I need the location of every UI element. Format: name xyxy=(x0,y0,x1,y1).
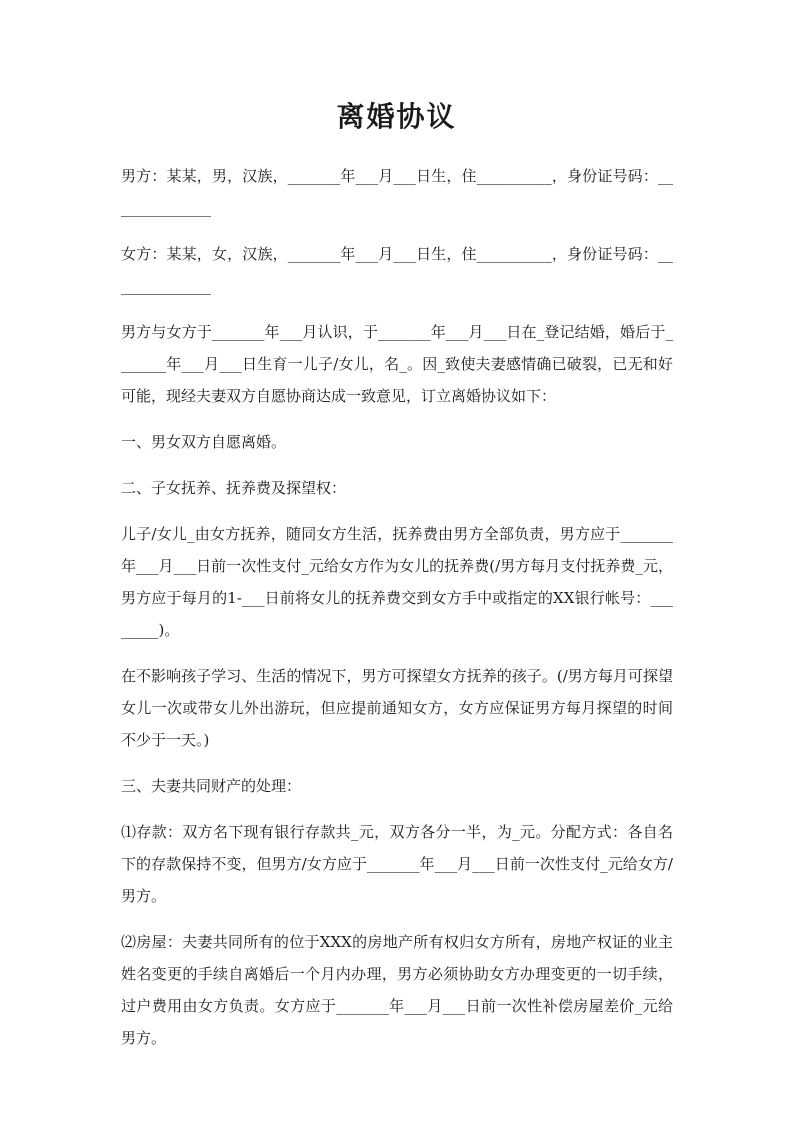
paragraph-male-party: 男方：某某，男，汉族，_______年___月___日生，住__________，身份证号码：______________ xyxy=(121,167,673,217)
document-body xyxy=(121,160,673,1068)
paragraph-visitation: 在不影响孩子学习、生活的情况下，男方可探望女方抚养的孩子。(/男方每月可探望女儿一次或带女儿外出游玩，但应提前通知女方，女方应保证男方每月探望的时间不少于一天。) xyxy=(121,667,673,749)
paragraph-child-support: 儿子/女儿_由女方抚养，随同女方生活，抚养费由男方全部负责，男方应于_______年___月___日前一次性支付_元给女方作为女儿的抚养费(/男方每月支付抚养费_元，男方应于每月的1-___日前将女儿的抚养费交到女方手中或指定的XX银行帐号：________)。 xyxy=(121,525,673,639)
document-title: 离婚协议 xyxy=(336,100,457,133)
paragraph-marriage-background: 男方与女方于_______年___月认识，于_______年___月___日在_登记结婚，婚后于_______年___月___日生育一儿子/女儿，名_。因_致使夫妻感情确已破裂，已无和好可能，现经夫妻双方自愿协商达成一致意见，订立离婚协议如下： xyxy=(121,323,673,405)
clause-1-heading: 一、男女双方自愿离婚。 xyxy=(121,433,287,451)
paragraph-deposits: ⑴存款：双方名下现有银行存款共_元，双方各分一半，为_元。分配方式：各自名下的存款保持不变，但男方/女方应于_______年___月___日前一次性支付_元给女方/男方。 xyxy=(121,823,673,905)
paragraph-house: ⑵房屋：夫妻共同所有的位于XXX的房地产所有权归女方所有，房地产权证的业主姓名变更的手续自离婚后一个月内办理，男方必须协助女方办理变更的一切手续，过户费用由女方负责。女方应于_______年___月___日前一次性补偿房屋差价_元给男方。 xyxy=(121,933,673,1047)
clause-3-heading: 三、夫妻共同财产的处理： xyxy=(121,777,302,795)
clause-2-heading: 二、子女抚养、抚养费及探望权： xyxy=(121,479,347,497)
paragraph-female-party: 女方：某某，女，汉族，_______年___月___日生，住__________，身份证号码：______________ xyxy=(121,245,673,295)
